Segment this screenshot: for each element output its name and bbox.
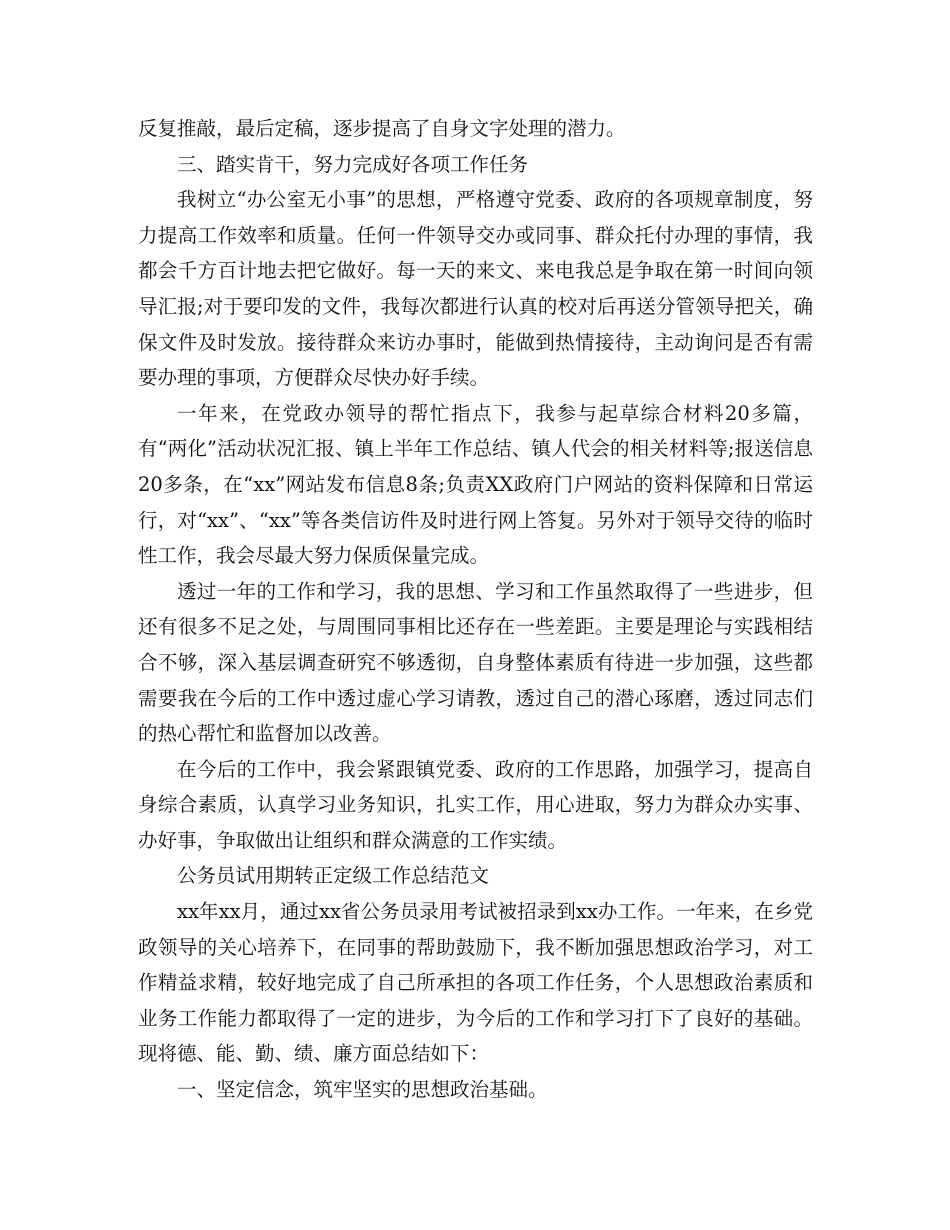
article-title: 公务员试用期转正定级工作总结范文 [177, 864, 490, 888]
paragraph: 在今后的工作中，我会紧跟镇党委、政府的工作思路，加强学习，提高自身综合素质，认真学习业务知识，扎实工作，用心进取，努力为群众办实事、办好事，争取做出让组织和群众满意的工作实绩。 [138, 757, 813, 852]
paragraph: 我树立“办公室无小事”的思想，严格遵守党委、政府的各项规章制度，努力提高工作效率和质量。任何一件领导交办或同事、群众托付办理的事情，我都会千方百计地去把它做好。每一天的来文、来电我总是争取在第一时间向领导汇报;对于要印发的文件，我每次都进行认真的校对后再送分管领导把关，确保文件及时发放。接待群众来访办事时，能做到热情接待，主动询问是否有需要办理的事项，方便群众尽快办好手续。 [138, 188, 813, 390]
section-heading-1: 一、坚定信念，筑牢坚实的思想政治基础。 [177, 1078, 548, 1102]
paragraph: 一年来，在党政办领导的帮忙指点下，我参与起草综合材料20多篇，有“两化”活动状况汇报、镇上半年工作总结、镇人代会的相关材料等;报送信息20多条，在“xx”网站发布信息8条;负责XX政府门户网站的资料保障和日常运行，对“xx”、“xx”等各类信访件及时进行网上答复。另外对于领导交待的临时性工作，我会尽最大努力保质保量完成。 [138, 401, 813, 568]
paragraph: xx年xx月，通过xx省公务员录用考试被招录到xx办工作。一年来，在乡党政领导的关心培养下，在同事的帮助鼓励下，我不断加强思想政治学习，对工作精益求精，较好地完成了自己所承担的各项工作任务，个人思想政治素质和业务工作能力都取得了一定的进步，为今后的工作和学习打下了良好的基础。现将德、能、勤、绩、廉方面总结如下： [138, 900, 813, 1066]
section-heading-3: 三、踏实肯干，努力完成好各项工作任务 [177, 152, 529, 176]
document-body [138, 111, 813, 1108]
paragraph-continuation: 反复推敲，最后定稿，逐步提高了自身文字处理的潜力。 [138, 117, 626, 140]
paragraph: 透过一年的工作和学习，我的思想、学习和工作虽然取得了一些进步，但还有很多不足之处，与周围同事相比还存在一些差距。主要是理论与实践相结合不够，深入基层调查研究不够透彻，自身整体素质有待进一步加强，这些都需要我在今后的工作中透过虚心学习请教，透过自己的潜心琢磨，透过同志们的热心帮忙和监督加以改善。 [138, 579, 813, 746]
